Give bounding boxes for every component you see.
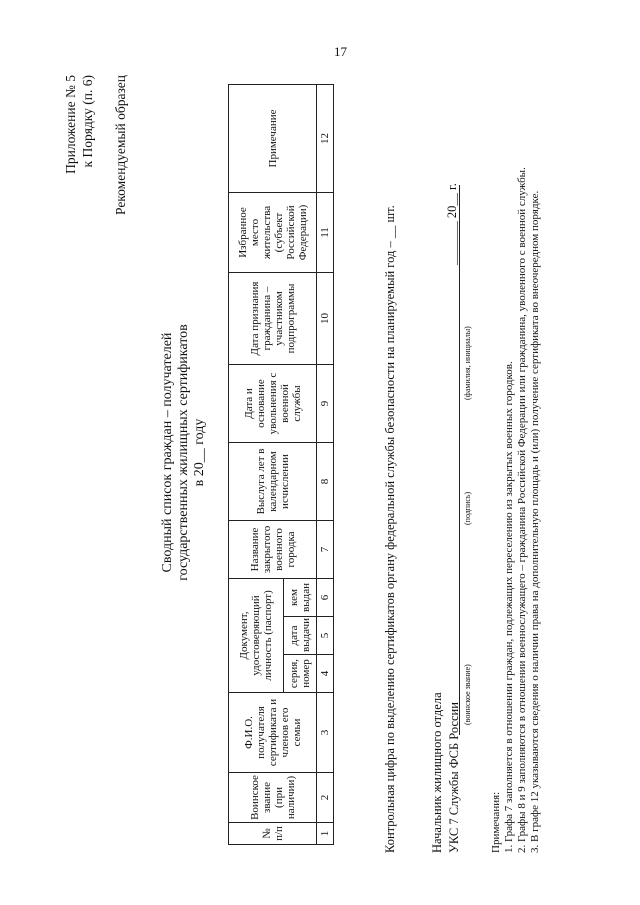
column-number: 7: [317, 520, 334, 578]
header-col-9: Дата и основание увольнения с военной службы: [229, 364, 317, 442]
header-col-5: дата выдачи: [284, 617, 317, 655]
caption-rank: (воинское звание): [463, 664, 472, 725]
column-number: 4: [317, 655, 334, 693]
notes-heading: Примечания:: [490, 791, 502, 853]
column-number-row: [317, 84, 334, 844]
header-col-4: серия, номер: [284, 655, 317, 693]
column-number: 12: [317, 84, 334, 192]
title-line-1: Сводный список граждан – получателей: [160, 332, 175, 573]
order-reference: к Порядку (п. 6): [80, 75, 95, 168]
header-col-12: Примечание: [229, 84, 317, 192]
column-number: 10: [317, 272, 334, 364]
document-title: [160, 0, 208, 905]
column-number: 2: [317, 773, 334, 823]
sample-label: Рекомендуемый образец: [113, 75, 128, 216]
header-col-3: Ф.И.О. получателя сертификата и членов его семьи: [229, 693, 317, 773]
title-line-3: в 20__ году: [192, 418, 207, 487]
column-number: 8: [317, 442, 334, 520]
column-number: 3: [317, 693, 334, 773]
control-figure-line: Контрольная цифра по выделению сертификатов органу федеральной службы безопасности на планируемый год – __ шт.: [383, 205, 397, 853]
note-2: 2. Графы 8 и 9 заполняются в отношении военнослужащего – гражданина Российской Федерации или гражданина, уволенного с военной службы.: [516, 167, 528, 853]
header-col-11: Избранное место жительства (субъект Российской Федерации): [229, 192, 317, 272]
signatory-unit: УКС 7 Службы ФСБ России: [447, 702, 461, 853]
column-number: 9: [317, 364, 334, 442]
header-col-1: № п/п: [229, 823, 317, 845]
caption-signature: (подпись): [463, 491, 472, 525]
header-document-group: Документ, удостоверяющий личность (паспорт): [229, 578, 284, 692]
appendix-header: [62, 75, 96, 905]
signatory-position: Начальник жилищного отдела: [430, 692, 444, 853]
caption-name: (фамилия, инициалы): [463, 326, 472, 400]
note-1: 1. Графа 7 заполняется в отношении граждан, подлежащих переселению из закрытых военных городков.: [503, 361, 515, 853]
header-col-8: Выслуга лет в календарном исчислении: [229, 442, 317, 520]
column-number: 1: [317, 823, 334, 845]
signature-year: _______ 20__ г.: [445, 183, 459, 265]
column-number: 5: [317, 617, 334, 655]
header-col-7: Название закрытого военного городка: [229, 520, 317, 578]
column-number: 11: [317, 192, 334, 272]
header-col-2: Воинское звание (при наличии): [229, 773, 317, 823]
page-number: 17: [334, 44, 347, 59]
header-col-6: кем выдан: [284, 578, 317, 616]
title-line-2: государственных жилищных сертификатов: [176, 324, 191, 581]
column-number: 6: [317, 578, 334, 616]
notes-section: [490, 33, 542, 853]
header-col-10: Дата признания гражданина – участником подпрограммы: [229, 272, 317, 364]
recipients-table: [228, 84, 334, 845]
note-3: 3. В графе 12 указываются сведения о наличии права на дополнительную площадь и (или) получение сертификата во внеочередном порядке.: [529, 190, 541, 853]
signature-line: [459, 185, 460, 735]
appendix-number: Приложение № 5: [63, 75, 78, 174]
